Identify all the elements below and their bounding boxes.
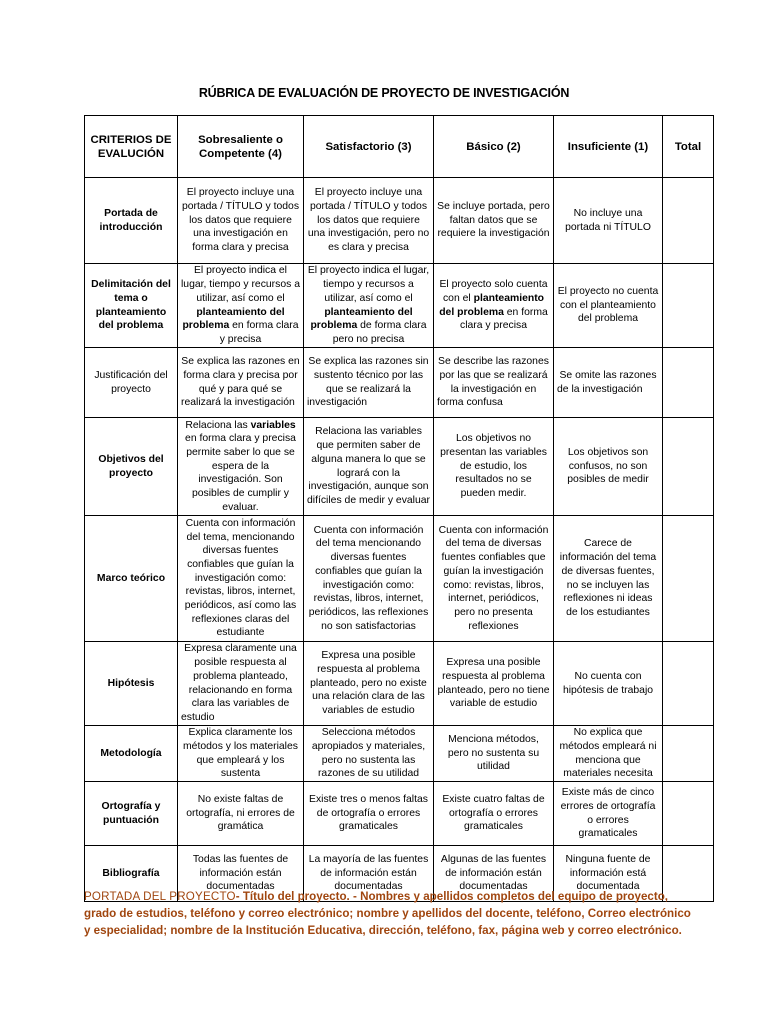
criterion-cell: Metodología xyxy=(85,726,178,782)
level-1-cell: Se omite las razones de la investigación xyxy=(554,348,663,418)
level-4-cell: No existe faltas de ortografía, ni errores de gramática xyxy=(178,782,304,846)
footer-text: - Título del proyecto. - Nombres y apellidos completos del equipo de proyecto, grado de estudios, teléfono y correo electrónico; nombre y apellidos del docente, teléfono, Correo electrónico y especialidad; nombre de la Institución Educativa, dirección, teléfono, fax, página web y correo electrónico. xyxy=(84,890,691,937)
table-row xyxy=(85,782,714,846)
level-2-cell: Algunas de las fuentes de información están documentadas xyxy=(434,846,554,902)
total-cell xyxy=(663,264,714,348)
level-2-cell: Existe cuatro faltas de ortografía o errores gramaticales xyxy=(434,782,554,846)
cell-text: Relaciona las xyxy=(185,419,251,431)
rubric-table xyxy=(84,115,714,902)
level-2-cell: Los objetivos no presentan las variables de estudio, los resultados no se pueden medir. xyxy=(434,418,554,516)
header-level-3: Satisfactorio (3) xyxy=(304,116,434,178)
criterion-cell: Ortografía y puntuación xyxy=(85,782,178,846)
footer-lead: PORTADA DEL PROYECTO xyxy=(84,890,236,903)
level-2-cell xyxy=(434,264,554,348)
criterion-cell: Hipótesis xyxy=(85,642,178,726)
level-1-cell: Carece de información del tema de diversas fuentes, no se incluyen las reflexiones ni ideas de los estudiantes xyxy=(554,516,663,642)
level-1-cell: No cuenta con hipótesis de trabajo xyxy=(554,642,663,726)
table-row xyxy=(85,516,714,642)
header-level-2: Básico (2) xyxy=(434,116,554,178)
level-4-cell xyxy=(178,418,304,516)
table-row xyxy=(85,418,714,516)
level-2-cell: Se describe las razones por las que se realizará la investigación en forma confusa xyxy=(434,348,554,418)
total-cell xyxy=(663,516,714,642)
level-2-cell: Expresa una posible respuesta al problema planteado, pero no tiene variable de estudio xyxy=(434,642,554,726)
table-row xyxy=(85,642,714,726)
cell-text: en forma clara y precisa xyxy=(460,306,548,332)
level-3-cell: Existe tres o menos faltas de ortografía o errores gramaticales xyxy=(304,782,434,846)
total-cell xyxy=(663,178,714,264)
level-2-cell: Se incluye portada, pero faltan datos que se requiere la investigación xyxy=(434,178,554,264)
header-criteria: CRITERIOS DE EVALUCIÓN xyxy=(85,116,178,178)
level-3-cell: Se explica las razones sin sustento técnico por las que se realizará la investigación xyxy=(304,348,434,418)
cell-text: El proyecto indica el lugar, tiempo y recursos a utilizar, así como el xyxy=(181,265,300,304)
level-4-cell: Expresa claramente una posible respuesta al problema planteado, relacionando en forma clara las variables de estudio xyxy=(178,642,304,726)
total-cell xyxy=(663,642,714,726)
level-3-cell: Selecciona métodos apropiados y materiales, pero no sustenta las razones de su utilidad xyxy=(304,726,434,782)
cell-text: en forma clara y precisa permite saber lo que se espera de la investigación. Son posibles de cumplir y evaluar. xyxy=(185,433,296,513)
total-cell xyxy=(663,726,714,782)
total-cell xyxy=(663,348,714,418)
level-1-cell: El proyecto no cuenta con el planteamiento del problema xyxy=(554,264,663,348)
criterion-cell: Bibliografía xyxy=(85,846,178,902)
total-cell xyxy=(663,782,714,846)
cell-text: de forma clara pero no precisa xyxy=(332,320,427,345)
header-level-1: Insuficiente (1) xyxy=(554,116,663,178)
cell-text: en forma clara y precisa xyxy=(219,320,299,345)
footer-note xyxy=(84,888,694,939)
criterion-cell: Objetivos del proyecto xyxy=(85,418,178,516)
keyword: planteamiento del problema xyxy=(182,306,285,332)
criterion-cell: Delimitación del tema o planteamiento del problema xyxy=(85,264,178,348)
level-2-cell: Menciona métodos, pero no sustenta su utilidad xyxy=(434,726,554,782)
level-1-cell: Ninguna fuente de información está documentada xyxy=(554,846,663,902)
level-3-cell: Cuenta con información del tema mencionando diversas fuentes confiables que guían la investigación como: revistas, libros, internet, periódicos, las reflexiones no son satisfactorias xyxy=(304,516,434,642)
cell-text: El proyecto indica el lugar, tiempo y recursos a utilizar, así como el xyxy=(307,265,430,304)
level-4-cell: Cuenta con información del tema, mencionando diversas fuentes confiables que guían la investigación como: revistas, libros, internet, periódicos, así como las reflexiones claras del estudiante xyxy=(178,516,304,642)
keyword: planteamiento del problema xyxy=(439,292,545,318)
level-4-cell: Explica claramente los métodos y los materiales que empleará y los sustenta xyxy=(178,726,304,782)
criterion-cell: Portada de introducción xyxy=(85,178,178,264)
table-row xyxy=(85,178,714,264)
level-1-cell: Los objetivos son confusos, no son posibles de medir xyxy=(554,418,663,516)
criterion-cell: Marco teórico xyxy=(85,516,178,642)
level-4-cell xyxy=(178,264,304,348)
table-row xyxy=(85,726,714,782)
level-3-cell: Expresa una posible respuesta al problema planteado, pero no existe una relación clara de las variables de estudio xyxy=(304,642,434,726)
page-title: RÚBRICA DE EVALUACIÓN DE PROYECTO DE INVESTIGACIÓN xyxy=(198,86,570,100)
level-1-cell: Existe más de cinco errores de ortografía o errores gramaticales xyxy=(554,782,663,846)
keyword: variables xyxy=(250,419,296,431)
keyword: planteamiento del problema xyxy=(310,306,413,332)
table-row xyxy=(85,348,714,418)
header-total: Total xyxy=(663,116,714,178)
header-level-4: Sobresaliente o Competente (4) xyxy=(178,116,304,178)
criterion-cell: Justificación del proyecto xyxy=(85,348,178,418)
table-header-row xyxy=(85,116,714,178)
level-3-cell: La mayoría de las fuentes de información están documentadas xyxy=(304,846,434,902)
level-1-cell: No incluye una portada ni TÍTULO xyxy=(554,178,663,264)
level-4-cell: Todas las fuentes de información están documentadas xyxy=(178,846,304,902)
table-row xyxy=(85,264,714,348)
total-cell xyxy=(663,418,714,516)
level-1-cell: No explica que métodos empleará ni menciona que materiales necesita xyxy=(554,726,663,782)
level-3-cell: Relaciona las variables que permiten saber de alguna manera lo que se logrará con la investigación, aunque son difíciles de medir y evaluar xyxy=(304,418,434,516)
level-3-cell: El proyecto incluye una portada / TÍTULO y todos los datos que requiere una investigación, pero no es clara y precisa xyxy=(304,178,434,264)
level-3-cell xyxy=(304,264,434,348)
level-2-cell: Cuenta con información del tema de diversas fuentes confiables que guían la investigación como: revistas, libros, internet, periódicos, pero no presenta reflexiones xyxy=(434,516,554,642)
level-4-cell: Se explica las razones en forma clara y precisa por qué y para qué se realizará la investigación xyxy=(178,348,304,418)
level-4-cell: El proyecto incluye una portada / TÍTULO y todos los datos que requiere una investigación en forma clara y precisa xyxy=(178,178,304,264)
cell-text: El proyecto solo cuenta con el xyxy=(439,279,548,304)
